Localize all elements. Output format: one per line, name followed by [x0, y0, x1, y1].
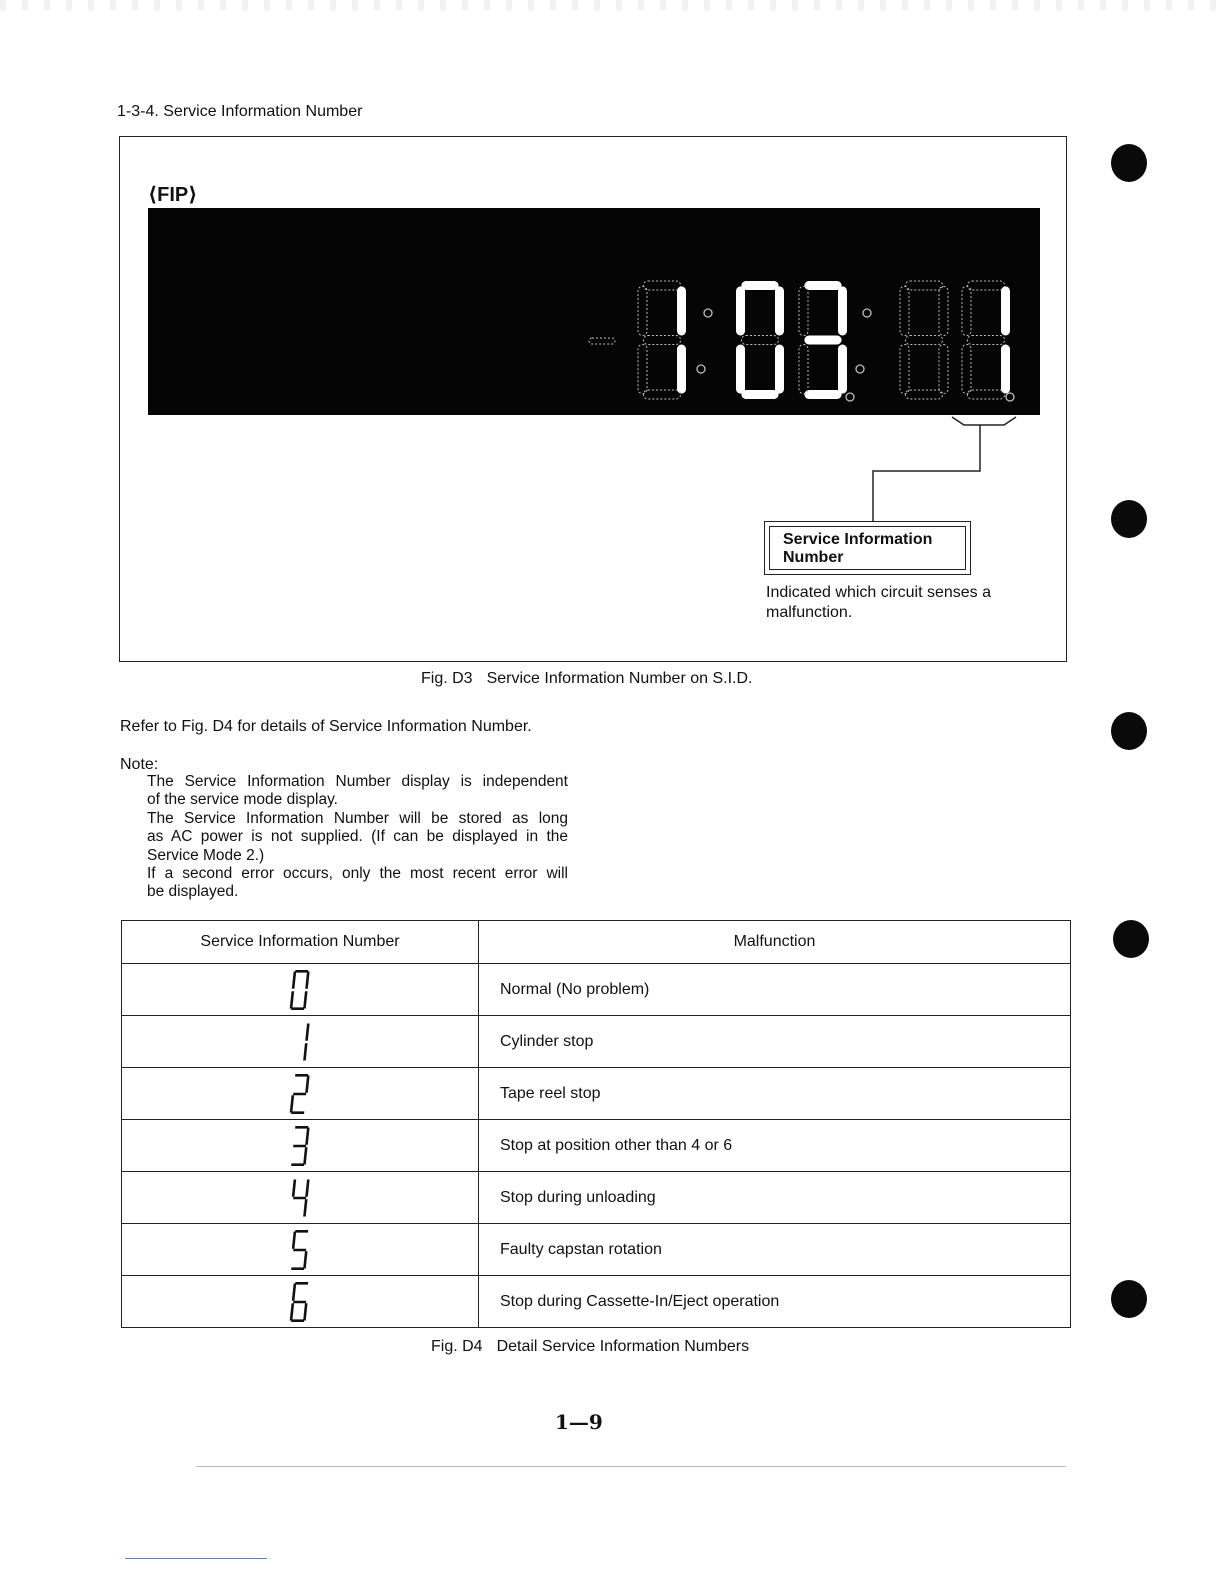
segment-unlit	[799, 345, 808, 394]
segment	[295, 1074, 308, 1077]
segment-unlit	[741, 336, 778, 345]
seven-segment-digit	[122, 1068, 479, 1120]
note-line: The Service Information Number will be stored as long	[147, 809, 568, 827]
digit-glyph	[288, 1280, 312, 1324]
segment	[292, 1283, 296, 1300]
segment	[305, 1127, 309, 1144]
note-body	[147, 773, 568, 902]
segment	[291, 1163, 304, 1166]
footer-blue-rule	[125, 1558, 267, 1559]
segment-unlit	[638, 286, 647, 335]
segment	[303, 1251, 307, 1268]
figure-d4-caption	[431, 1338, 749, 1356]
segment	[303, 1147, 307, 1164]
seven-segment-digit	[122, 1120, 479, 1172]
digit-glyph	[288, 968, 312, 1012]
segment	[305, 971, 309, 988]
table-row	[122, 1016, 1071, 1068]
segment	[303, 1043, 307, 1060]
table-header-row	[122, 921, 1071, 964]
segment	[295, 970, 308, 973]
binder-hole	[1111, 1280, 1147, 1318]
segment-unlit	[905, 336, 942, 345]
seven-segment-digit	[122, 1172, 479, 1224]
segment-lit	[804, 390, 841, 399]
segment-lit	[804, 281, 841, 290]
note-line: Service Mode 2.)	[147, 846, 265, 864]
digit-glyph	[288, 1176, 312, 1220]
note-line: as AC power is not supplied. (If can be displayed in the	[147, 828, 568, 846]
segment	[291, 1319, 304, 1322]
segment-unlit	[905, 390, 942, 399]
segment-lit	[775, 345, 784, 394]
segment	[295, 1126, 308, 1129]
segment-lit	[1001, 345, 1010, 394]
segment-lit	[741, 281, 778, 290]
segment-unlit	[967, 336, 1004, 345]
caption-label: Fig. D4	[431, 1338, 483, 1355]
segment	[303, 991, 307, 1008]
callout-leader-line	[860, 414, 1030, 526]
segment-unlit	[939, 345, 948, 394]
segment-unlit	[900, 345, 909, 394]
malfunction-text: Normal (No problem)	[479, 964, 1071, 1016]
segment	[292, 1179, 296, 1196]
segment-lit	[736, 286, 745, 335]
binder-hole	[1113, 920, 1149, 958]
digit-glyph	[288, 1020, 312, 1064]
malfunction-text: Stop during Cassette-In/Eject operation	[479, 1276, 1071, 1328]
segment-unlit	[939, 286, 948, 335]
segment	[303, 1199, 307, 1216]
service-number-callout	[764, 521, 971, 575]
section-heading: 1-3-4. Service Information Number	[117, 103, 363, 120]
segment	[293, 1248, 306, 1251]
caption-label: Fig. D3	[421, 670, 473, 687]
fip-display-panel	[148, 208, 1040, 415]
segment-unlit	[638, 345, 647, 394]
segment-lit	[741, 390, 778, 399]
colon-dot	[697, 365, 705, 373]
segment	[290, 1095, 294, 1112]
note-line: If a second error occurs, only the most recent error will	[147, 865, 568, 883]
note-line: be displayed.	[147, 883, 239, 901]
segment	[305, 1023, 309, 1040]
fip-segment-display	[148, 208, 1040, 415]
caption-text: Service Information Number on S.I.D.	[486, 670, 753, 687]
decimal-point	[1006, 393, 1014, 401]
service-number-table	[121, 920, 1071, 1328]
segment-unlit	[900, 286, 909, 335]
segment-unlit	[905, 281, 942, 290]
segment-lit	[838, 286, 847, 335]
digit-glyph	[288, 1124, 312, 1168]
minus-segment	[589, 338, 615, 344]
table-row	[122, 1068, 1071, 1120]
segment-unlit	[643, 390, 680, 399]
segment	[295, 1282, 308, 1285]
segment	[293, 1196, 306, 1199]
segment-lit	[736, 345, 745, 394]
malfunction-text: Cylinder stop	[479, 1016, 1071, 1068]
header-malfunction: Malfunction	[479, 921, 1071, 964]
segment-lit	[804, 336, 841, 345]
scan-artifact-top	[0, 0, 1224, 10]
table-row	[122, 1276, 1071, 1328]
callout-description: Indicated which circuit senses a malfunction.	[766, 584, 991, 621]
malfunction-text: Faulty capstan rotation	[479, 1224, 1071, 1276]
segment-lit	[677, 286, 686, 335]
malfunction-text: Stop during unloading	[479, 1172, 1071, 1224]
header-service-number: Service Information Number	[122, 921, 479, 964]
segment	[293, 1092, 306, 1095]
segment	[292, 971, 296, 988]
digit-glyph	[288, 1072, 312, 1116]
segment	[305, 1179, 309, 1196]
binder-hole	[1111, 500, 1147, 538]
segment	[293, 1300, 306, 1303]
fip-label: ⟨FIP⟩	[148, 184, 198, 206]
segment-lit	[838, 345, 847, 394]
segment	[291, 1111, 304, 1114]
segment-unlit	[643, 336, 680, 345]
colon-dot	[704, 309, 712, 317]
seven-segment-digit	[122, 1224, 479, 1276]
note-line: of the service mode display.	[147, 791, 338, 809]
table-row	[122, 1224, 1071, 1276]
footer-rule	[196, 1466, 1066, 1467]
segment	[291, 1267, 304, 1270]
segment	[295, 1230, 308, 1233]
table-row	[122, 1120, 1071, 1172]
segment-unlit	[799, 286, 808, 335]
segment	[290, 1303, 294, 1320]
segment-lit	[1001, 286, 1010, 335]
seven-segment-digit	[122, 964, 479, 1016]
colon-dot	[856, 365, 864, 373]
caption-text: Detail Service Information Numbers	[496, 1338, 750, 1355]
refer-text: Refer to Fig. D4 for details of Service Information Number.	[120, 718, 532, 735]
figure-d3-caption	[421, 670, 752, 688]
table-row	[122, 1172, 1071, 1224]
colon-dot	[863, 309, 871, 317]
seven-segment-digit	[122, 1276, 479, 1328]
segment-unlit	[962, 345, 971, 394]
segment-lit	[677, 345, 686, 394]
callout-title: Service Information Number	[769, 526, 966, 570]
segment-unlit	[967, 281, 1004, 290]
segment	[303, 1303, 307, 1320]
malfunction-text: Stop at position other than 4 or 6	[479, 1120, 1071, 1172]
segment-unlit	[643, 281, 680, 290]
segment-unlit	[967, 390, 1004, 399]
segment-unlit	[962, 286, 971, 335]
table-row	[122, 964, 1071, 1016]
segment-lit	[775, 286, 784, 335]
malfunction-text: Tape reel stop	[479, 1068, 1071, 1120]
segment	[291, 1007, 304, 1010]
note-title: Note:	[120, 756, 159, 773]
seven-segment-digit	[122, 1016, 479, 1068]
decimal-point	[846, 393, 854, 401]
segment	[305, 1075, 309, 1092]
digit-glyph	[288, 1228, 312, 1272]
segment	[293, 1144, 306, 1147]
segment	[292, 1231, 296, 1248]
note-line: The Service Information Number display is independent	[147, 773, 568, 790]
segment	[290, 991, 294, 1008]
binder-hole	[1111, 712, 1147, 750]
binder-hole	[1111, 144, 1147, 182]
page-number: 1—9	[555, 1410, 603, 1434]
